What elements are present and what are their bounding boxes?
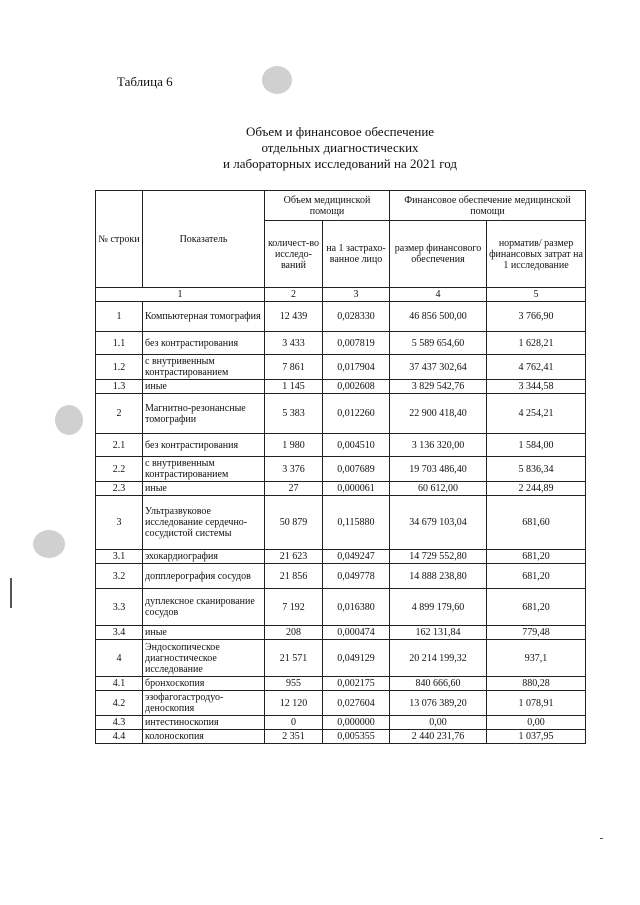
- table-label: Таблица 6: [117, 74, 173, 89]
- row-indicator: интестиноскопия: [143, 716, 265, 730]
- header-finance-group: Финансовое обеспечение медицинской помощи: [390, 191, 586, 221]
- table-row: [96, 302, 586, 332]
- scan-noise: [262, 66, 292, 94]
- row-count: 7 192: [265, 589, 323, 626]
- table-row: [96, 332, 586, 355]
- row-norm: 779,48: [487, 626, 586, 640]
- row-number: 1: [96, 302, 143, 332]
- row-norm: 2 244,89: [487, 482, 586, 496]
- title-line: и лабораторных исследований на 2021 год: [223, 156, 457, 171]
- header-volume-group: Объем медицинской помощи: [265, 191, 390, 221]
- table-row: [96, 716, 586, 730]
- row-number: 1.2: [96, 355, 143, 380]
- row-indicator: иные: [143, 380, 265, 394]
- data-table: [95, 190, 586, 744]
- row-indicator: Магнитно-резонансные томографии: [143, 394, 265, 434]
- row-indicator: допплерография сосудов: [143, 564, 265, 589]
- row-norm: 681,60: [487, 496, 586, 550]
- row-norm: 681,20: [487, 589, 586, 626]
- row-number: 4: [96, 640, 143, 677]
- row-indicator: эзофагогастродуо-деноскопия: [143, 691, 265, 716]
- row-count: 0: [265, 716, 323, 730]
- header-indicator: Показатель: [143, 191, 265, 288]
- row-number: 4.3: [96, 716, 143, 730]
- row-number: 3.2: [96, 564, 143, 589]
- table-row: [96, 626, 586, 640]
- table-row: [96, 380, 586, 394]
- row-count: 27: [265, 482, 323, 496]
- row-per-person: 0,049247: [323, 550, 390, 564]
- row-per-person: 0,007819: [323, 332, 390, 355]
- scan-noise: [33, 530, 65, 558]
- header-volume-per-person: на 1 застрахо-ванное лицо: [323, 221, 390, 288]
- row-number: 2: [96, 394, 143, 434]
- table-row: [96, 482, 586, 496]
- column-number: 4: [390, 288, 487, 302]
- table-row: [96, 434, 586, 457]
- row-per-person: 0,016380: [323, 589, 390, 626]
- row-indicator: иные: [143, 626, 265, 640]
- table-row: [96, 550, 586, 564]
- document-title: [160, 124, 520, 172]
- row-number: 1.1: [96, 332, 143, 355]
- row-norm: 1 628,21: [487, 332, 586, 355]
- table-row: [96, 564, 586, 589]
- row-amount: 20 214 199,32: [390, 640, 487, 677]
- column-number: 5: [487, 288, 586, 302]
- row-indicator: Компьютерная томография: [143, 302, 265, 332]
- header-row-no: № строки: [96, 191, 143, 288]
- scan-mark: [10, 578, 12, 608]
- row-per-person: 0,002608: [323, 380, 390, 394]
- row-per-person: 0,017904: [323, 355, 390, 380]
- row-per-person: 0,002175: [323, 677, 390, 691]
- row-per-person: 0,012260: [323, 394, 390, 434]
- row-number: 3.4: [96, 626, 143, 640]
- scan-mark: [600, 838, 603, 839]
- row-indicator: с внутривенным контрастированием: [143, 457, 265, 482]
- row-amount: 14 729 552,80: [390, 550, 487, 564]
- row-indicator: колоноскопия: [143, 730, 265, 744]
- table-row: [96, 730, 586, 744]
- row-amount: 162 131,84: [390, 626, 487, 640]
- row-norm: 1 584,00: [487, 434, 586, 457]
- row-per-person: 0,000061: [323, 482, 390, 496]
- table-row: [96, 394, 586, 434]
- row-per-person: 0,049129: [323, 640, 390, 677]
- row-per-person: 0,028330: [323, 302, 390, 332]
- row-number: 2.1: [96, 434, 143, 457]
- row-norm: 880,28: [487, 677, 586, 691]
- row-amount: 0,00: [390, 716, 487, 730]
- row-indicator: бронхоскопия: [143, 677, 265, 691]
- row-count: 5 383: [265, 394, 323, 434]
- row-indicator: дуплексное сканирование сосудов: [143, 589, 265, 626]
- row-amount: 46 856 500,00: [390, 302, 487, 332]
- row-indicator: без контрастирования: [143, 332, 265, 355]
- row-indicator: Эндоскопическое диагностическое исследование: [143, 640, 265, 677]
- row-number: 1.3: [96, 380, 143, 394]
- title-line: Объем и финансовое обеспечение: [245, 124, 435, 139]
- row-norm: 5 836,34: [487, 457, 586, 482]
- row-number: 3.1: [96, 550, 143, 564]
- row-norm: 4 254,21: [487, 394, 586, 434]
- row-count: 955: [265, 677, 323, 691]
- table-row: [96, 677, 586, 691]
- row-count: 1 145: [265, 380, 323, 394]
- row-norm: 3 344,58: [487, 380, 586, 394]
- row-count: 208: [265, 626, 323, 640]
- row-per-person: 0,007689: [323, 457, 390, 482]
- column-number: 2: [265, 288, 323, 302]
- row-amount: 37 437 302,64: [390, 355, 487, 380]
- row-count: 50 879: [265, 496, 323, 550]
- row-amount: 13 076 389,20: [390, 691, 487, 716]
- row-amount: 22 900 418,40: [390, 394, 487, 434]
- row-count: 12 120: [265, 691, 323, 716]
- row-norm: 681,20: [487, 550, 586, 564]
- row-per-person: 0,000474: [323, 626, 390, 640]
- row-per-person: 0,115880: [323, 496, 390, 550]
- row-count: 21 856: [265, 564, 323, 589]
- row-amount: 4 899 179,60: [390, 589, 487, 626]
- row-number: 2.3: [96, 482, 143, 496]
- row-amount: 3 136 320,00: [390, 434, 487, 457]
- row-number: 4.2: [96, 691, 143, 716]
- row-norm: 4 762,41: [487, 355, 586, 380]
- row-number: 3: [96, 496, 143, 550]
- table-row: [96, 589, 586, 626]
- row-amount: 60 612,00: [390, 482, 487, 496]
- header-finance-amount: размер финансового обеспечения: [390, 221, 487, 288]
- table-row: [96, 457, 586, 482]
- row-count: 21 623: [265, 550, 323, 564]
- title-line: отдельных диагностических: [261, 140, 419, 155]
- row-norm: 1 037,95: [487, 730, 586, 744]
- row-norm: 1 078,91: [487, 691, 586, 716]
- row-indicator: иные: [143, 482, 265, 496]
- row-per-person: 0,005355: [323, 730, 390, 744]
- row-norm: 681,20: [487, 564, 586, 589]
- row-norm: 0,00: [487, 716, 586, 730]
- row-per-person: 0,027604: [323, 691, 390, 716]
- column-number: 1: [96, 288, 265, 302]
- row-count: 3 433: [265, 332, 323, 355]
- row-amount: 2 440 231,76: [390, 730, 487, 744]
- table-row: [96, 355, 586, 380]
- column-number: 3: [323, 288, 390, 302]
- header-volume-count: количест-во исследо-ваний: [265, 221, 323, 288]
- row-count: 1 980: [265, 434, 323, 457]
- row-amount: 14 888 238,80: [390, 564, 487, 589]
- row-amount: 5 589 654,60: [390, 332, 487, 355]
- table-row: [96, 496, 586, 550]
- row-number: 4.4: [96, 730, 143, 744]
- row-count: 7 861: [265, 355, 323, 380]
- row-count: 3 376: [265, 457, 323, 482]
- row-number: 3.3: [96, 589, 143, 626]
- row-amount: 840 666,60: [390, 677, 487, 691]
- row-indicator: эхокардиография: [143, 550, 265, 564]
- row-number: 2.2: [96, 457, 143, 482]
- row-count: 12 439: [265, 302, 323, 332]
- row-amount: 19 703 486,40: [390, 457, 487, 482]
- row-amount: 34 679 103,04: [390, 496, 487, 550]
- row-indicator: без контрастирования: [143, 434, 265, 457]
- row-per-person: 0,000000: [323, 716, 390, 730]
- header-finance-norm: норматив/ размер финансовых затрат на 1 исследование: [487, 221, 586, 288]
- row-number: 4.1: [96, 677, 143, 691]
- row-indicator: Ультразвуковое исследование сердечно-сосудистой системы: [143, 496, 265, 550]
- row-count: 21 571: [265, 640, 323, 677]
- row-norm: 937,1: [487, 640, 586, 677]
- row-per-person: 0,049778: [323, 564, 390, 589]
- row-indicator: с внутривенным контрастированием: [143, 355, 265, 380]
- scan-noise: [55, 405, 83, 435]
- row-norm: 3 766,90: [487, 302, 586, 332]
- row-count: 2 351: [265, 730, 323, 744]
- row-amount: 3 829 542,76: [390, 380, 487, 394]
- row-per-person: 0,004510: [323, 434, 390, 457]
- table-row: [96, 640, 586, 677]
- table-row: [96, 691, 586, 716]
